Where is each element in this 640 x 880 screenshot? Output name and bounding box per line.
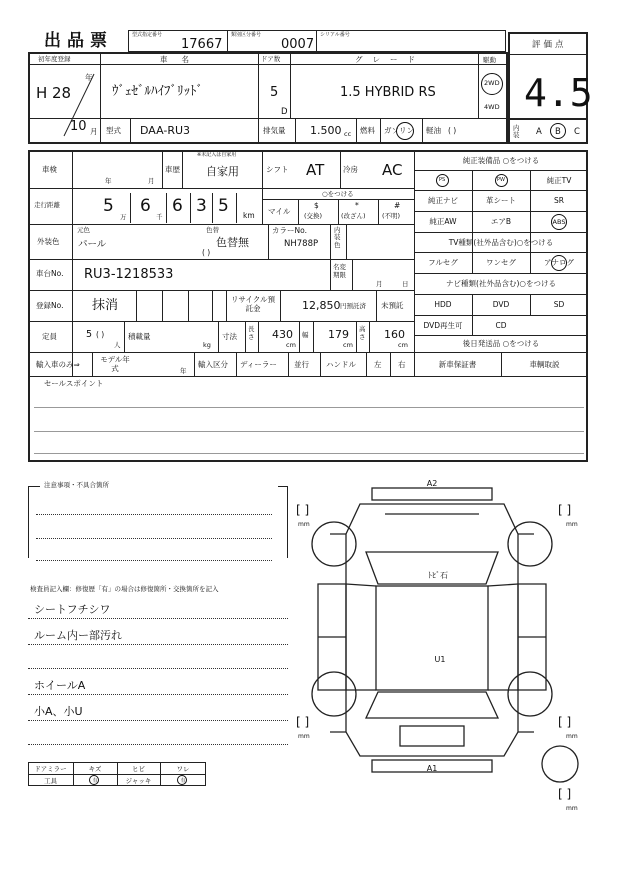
inspector-label: 検査員記入欄：修復歴「有」の場合は修復箇所・交換箇所を記入	[30, 585, 219, 593]
tv-oneseg: ワンセグ	[486, 258, 516, 267]
paint-paren: ( )	[202, 248, 211, 257]
doors-sub: D	[281, 107, 288, 117]
reg-year-unit: 年	[85, 73, 93, 82]
drive-label: 駆動	[483, 56, 496, 64]
note-line-2: ルーム内ー部汚れ	[34, 629, 122, 642]
legend-tools-yes: 有	[92, 777, 98, 784]
handle-left: 左	[374, 360, 382, 369]
import-parallel: 並行	[294, 360, 309, 369]
note-line-5: 小A、小U	[34, 705, 83, 718]
nav-cd: CD	[495, 320, 507, 330]
nav-hdd: HDD	[434, 300, 452, 309]
tv-fullseg: フルセグ	[428, 258, 458, 267]
note-line-4: ホイールA	[34, 679, 86, 692]
std-equip-label: 純正装備品 ○をつける	[462, 155, 540, 165]
form-title: 出品票	[44, 31, 113, 51]
form-number-box	[128, 30, 228, 52]
form-number: 17667	[181, 37, 223, 52]
mileage-sen: 千	[156, 213, 163, 221]
class-number-label: 類別区分番号	[231, 32, 262, 38]
displacement-unit: cc	[344, 130, 352, 138]
later-warranty: 新車保証書	[438, 359, 477, 369]
mm-label-rl: mm	[298, 733, 310, 740]
interior-label: 内装	[513, 124, 520, 140]
load-label: 積載量	[128, 332, 151, 341]
recycle-unit: 円預託済	[340, 302, 366, 310]
legend-crack: ヒビ	[132, 764, 145, 773]
shift-label: シフト	[266, 165, 289, 174]
fuel-label: 燃料	[360, 126, 375, 135]
legend-tools: 工具	[44, 776, 57, 785]
marker-a2: A2	[426, 479, 438, 488]
svg-text:[ ]: [ ]	[296, 503, 310, 517]
paint-label: 色替	[206, 226, 219, 234]
width-value: 179	[328, 328, 349, 341]
mileage-unit: km	[243, 211, 255, 220]
equip-std-navi: 純正ナビ	[428, 196, 458, 205]
color-label: 外装色	[37, 237, 60, 246]
drive-4wd: 4WD	[484, 103, 500, 111]
model-label: 型式	[106, 126, 121, 135]
chassis-value: RU3-1218533	[84, 267, 174, 282]
grade-label: グレード	[355, 55, 425, 64]
caution-label: 注意事項・不具合箇所	[44, 481, 109, 489]
equip-std-aw: 純正AW	[429, 217, 457, 226]
mile-opt-hash: #	[394, 201, 401, 210]
equip-leather: 革シート	[486, 196, 516, 205]
import-dealer: ディーラー	[240, 360, 277, 369]
length-value: 430	[272, 328, 293, 341]
width-unit: cm	[343, 341, 353, 349]
height-unit: cm	[398, 341, 408, 349]
marker-glass: ﾄﾋﾞ石	[428, 571, 448, 580]
load-unit: kg	[203, 341, 211, 349]
model-value: DAA-RU3	[140, 124, 191, 137]
recycle-amount: 12,850	[302, 299, 341, 312]
model-year-unit: 年	[180, 367, 187, 375]
mile-opt-dollar: $	[314, 201, 319, 210]
inner-color-label: 内装色	[334, 226, 341, 249]
orig-color: パール	[78, 239, 107, 250]
nav-dvd: DVD	[492, 300, 510, 309]
nav-type-label: ナビ種類(社外品含む)○をつける	[446, 279, 556, 288]
equip-airbag: エアB	[490, 217, 512, 226]
legend-jack: ジャッキ	[125, 776, 152, 785]
form-number-label: 型式指定番号	[132, 32, 163, 38]
tv-type-label: TV種類(社外品含む)○をつける	[448, 237, 554, 247]
mm-label-rr: mm	[566, 733, 578, 740]
handle-right: 右	[398, 360, 406, 369]
nav-sd: SD	[553, 300, 565, 309]
later-label: 後日発送品 ○をつける	[462, 339, 540, 348]
color-no: NH788P	[284, 239, 319, 249]
fuel-circle	[396, 122, 414, 140]
handle-label: ハンドル	[326, 360, 356, 369]
doors-value: 5	[270, 85, 279, 100]
reg-month: 10	[70, 119, 87, 134]
mileage-label: 走行距離	[34, 201, 60, 209]
mile-opt-tampered: (改ざん)	[341, 212, 366, 220]
later-manual: 車輌取説	[529, 359, 560, 369]
recycle-label: リサイクル預託金	[231, 295, 275, 313]
marker-a1: A1	[426, 764, 438, 773]
std-tv: 純正TV	[546, 175, 572, 185]
mile-opt-exchange: (交換)	[304, 212, 323, 220]
grade-value: 1.5 HYBRID RS	[340, 85, 436, 100]
ac-label: 冷房	[343, 165, 358, 174]
mileage-digit-1: 5	[103, 196, 114, 216]
equip-abs: ABS	[552, 217, 566, 226]
capacity-unit: 人	[114, 341, 121, 349]
interior-circle	[550, 123, 566, 139]
mile-opt-mile: マイル	[268, 207, 291, 216]
reg-era: H	[36, 84, 48, 102]
car-name-label: 車名	[160, 55, 203, 64]
dims-label: 寸法	[222, 332, 237, 341]
svg-text:[ ]: [ ]	[558, 715, 572, 729]
mileage-digit-3: 6	[172, 196, 183, 216]
legend-jack-yes: 有	[180, 777, 186, 784]
reg-year: 28	[52, 84, 72, 102]
inspection-month-unit: 月	[148, 177, 155, 185]
interior-a: A	[536, 127, 542, 137]
history-value: 自家用	[206, 165, 239, 178]
car-damage-diagram	[290, 474, 600, 814]
svg-text:[ ]: [ ]	[558, 503, 572, 517]
history-note: ※未記入は自家用	[197, 152, 237, 158]
legend-scratch: キズ	[88, 764, 102, 773]
fuel-value: ガソリン	[384, 126, 414, 135]
length-unit: cm	[286, 341, 296, 349]
expiry-month: 月	[376, 280, 383, 288]
color-no-label: カラーNo.	[272, 226, 307, 235]
interior-box	[508, 118, 588, 144]
paint-value: 色替無	[216, 236, 249, 249]
orig-color-label: 元色	[77, 226, 90, 234]
mile-opt-star: *	[355, 201, 359, 210]
length-label: 長さ	[248, 325, 255, 341]
interior-c: C	[574, 127, 580, 137]
oil-label: 軽油	[426, 126, 441, 135]
mileage-digit-2: 6	[140, 196, 151, 216]
mileage-circle-note: ○をつける	[322, 190, 354, 198]
history-label: 車歴	[165, 165, 180, 174]
mileage-man: 万	[120, 213, 127, 221]
height-value: 160	[384, 328, 405, 341]
capacity-value: 5	[86, 329, 93, 340]
ps-label: PS	[439, 177, 446, 183]
svg-text:[ ]: [ ]	[296, 715, 310, 729]
mm-label-spare: mm	[566, 805, 578, 812]
inspection-label: 車検	[42, 165, 57, 174]
mm-label-fr: mm	[566, 521, 578, 528]
expiry-label: 名変期限	[333, 263, 346, 279]
import-label: 輸入車のみ⇒	[36, 360, 80, 369]
svg-text:[ ]: [ ]	[558, 787, 572, 801]
reg-label: 登録No.	[36, 301, 64, 310]
width-label: 幅	[302, 331, 309, 339]
legend-door-mirror: ドアミラー	[34, 764, 67, 773]
note-line-1: シートフチシワ	[34, 603, 111, 616]
equip-sr: SR	[554, 196, 564, 205]
model-year-label: モデル年式	[100, 355, 130, 373]
height-label: 高さ	[359, 325, 366, 341]
capacity-paren: ( )	[96, 330, 105, 339]
displacement-value: 1.500	[310, 124, 342, 137]
expiry-day: 日	[402, 280, 409, 288]
score-value: 4.5	[524, 71, 593, 115]
mile-opt-unknown: (不明)	[382, 212, 401, 220]
mileage-digit-4: 3	[196, 196, 207, 216]
recycle-unpaid: 未預託	[381, 301, 404, 310]
class-number-box	[227, 30, 317, 52]
ac-value: AC	[382, 161, 403, 179]
marker-u1: U1	[434, 655, 446, 664]
mileage-digit-5: 5	[218, 196, 229, 216]
inspection-year-unit: 年	[105, 177, 112, 185]
shift-value: AT	[306, 161, 325, 179]
serial-box	[316, 30, 506, 52]
import-class-label: 輸入区分	[198, 360, 228, 369]
interior-b: B	[555, 127, 561, 137]
reg-month-unit: 月	[90, 127, 98, 136]
pw-label: PW	[497, 177, 505, 183]
doors-label: ドア数	[261, 55, 281, 63]
chassis-label: 車台No.	[36, 269, 64, 278]
displacement-label: 排気量	[263, 126, 286, 135]
tv-analog: アナログ	[544, 258, 574, 267]
serial-label: シリアル番号	[320, 32, 350, 38]
capacity-label: 定員	[42, 332, 57, 341]
first-reg-label: 初年度登録	[38, 55, 71, 63]
reg-value: 抹消	[92, 298, 119, 313]
drive-2wd: 2WD	[484, 79, 500, 87]
oil-bracket: ( )	[448, 126, 457, 135]
sales-label: セールスポイント	[44, 379, 104, 388]
legend-break: ワレ	[176, 764, 190, 773]
car-name: ｳﾞｪｾﾞﾙﾊｲﾌﾞﾘｯﾄﾞ	[112, 84, 203, 99]
mm-label-fl: mm	[298, 521, 310, 528]
nav-dvd-play: DVD再生可	[423, 320, 463, 330]
score-label: 評価点	[532, 40, 567, 50]
class-number: 0007	[281, 37, 315, 52]
